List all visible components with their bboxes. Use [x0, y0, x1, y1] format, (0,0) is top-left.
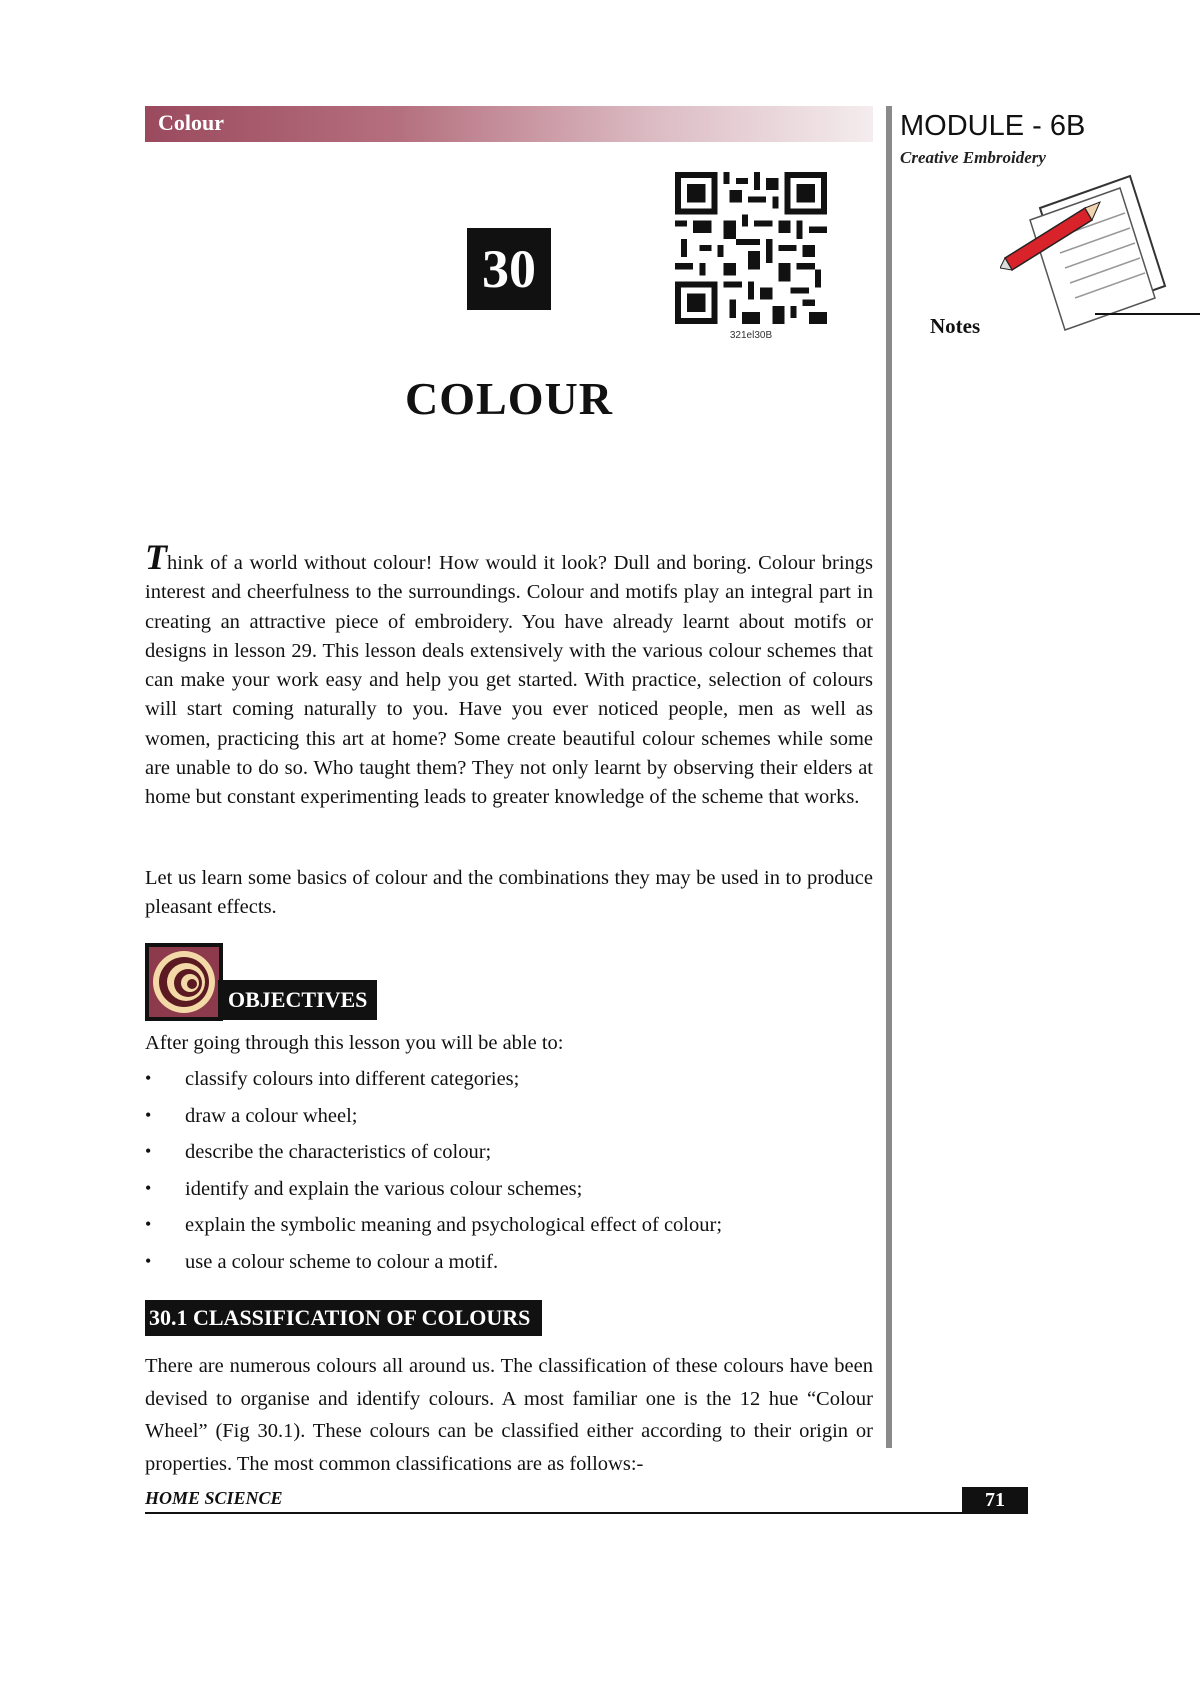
section-heading: 30.1 CLASSIFICATION OF COLOURS [145, 1300, 542, 1336]
objectives-intro: After going through this lesson you will be able to: [145, 1032, 564, 1054]
footer-subject: HOME SCIENCE [145, 1488, 283, 1508]
bullet-icon: • [145, 1214, 152, 1234]
bullet-icon: • [145, 1141, 152, 1161]
objective-item [145, 1251, 873, 1274]
page-number: 71 [962, 1487, 1028, 1514]
qr-caption: 321el30B [729, 330, 773, 341]
bullet-icon: • [145, 1068, 152, 1088]
intro-paragraph-text: hink of a world without colour! How would it look? Dull and boring. Colour brings interest and cheerfulness to the surroundings. Colour and motifs play an integral part in creating an attractive piece of embroidery. You have already learnt about motifs or designs in lesson 29. This lesson deals extensively with the various colour schemes that can make your work easy and help you get started. With practice, selection of colours will start coming naturally to you. Have you ever noticed people, men as well as women, practicing this art at home? Some create beautiful colour schemes while some are unable to do so. Who taught them? They not only learnt by observing their elders at home but constant experimenting leads to greater knowledge of the scheme that works. [145, 552, 873, 809]
drop-cap: T [145, 537, 167, 577]
bullet-icon: • [145, 1251, 152, 1271]
chapter-number: 30 [467, 228, 551, 310]
objective-item [145, 1068, 873, 1091]
section-header-bar [145, 106, 873, 142]
objective-text: classify colours into different categories; [185, 1068, 520, 1090]
lesson-title: COLOUR [405, 373, 613, 424]
section-header-label: Colour [158, 110, 224, 135]
target-spiral-icon [145, 943, 223, 1021]
bullet-icon: • [145, 1105, 152, 1125]
module-subtitle: Creative Embroidery [900, 148, 1046, 167]
objective-item [145, 1141, 873, 1164]
module-title: MODULE - 6B [900, 110, 1086, 142]
notes-rule [1095, 313, 1200, 315]
objective-item [145, 1105, 873, 1128]
objective-text: identify and explain the various colour schemes; [185, 1178, 583, 1200]
objectives-heading: OBJECTIVES [218, 980, 377, 1020]
section-paragraph: There are numerous colours all around us. The classification of these colours have been devised to organise and identify colours. A most familiar one is the 12 hue “Colour Wheel” (Fig 30.1). These colours can be classified either according to their origin or properties. The most common classifications are as follows:- [145, 1355, 873, 1475]
objective-item [145, 1214, 873, 1237]
bullet-icon: • [145, 1178, 152, 1198]
qr-code [675, 172, 827, 324]
objective-item [145, 1178, 873, 1201]
margin-divider [886, 106, 892, 1448]
intro-paragraph [145, 537, 873, 813]
notes-label: Notes [930, 314, 981, 338]
objective-text: use a colour scheme to colour a motif. [185, 1251, 499, 1273]
footer-rule [145, 1512, 1028, 1514]
objective-text: explain the symbolic meaning and psychological effect of colour; [185, 1214, 723, 1236]
intro-paragraph-2: Let us learn some basics of colour and the combinations they may be used in to produce pleasant effects. [145, 867, 873, 919]
objective-text: describe the characteristics of colour; [185, 1141, 492, 1163]
objective-text: draw a colour wheel; [185, 1105, 358, 1127]
